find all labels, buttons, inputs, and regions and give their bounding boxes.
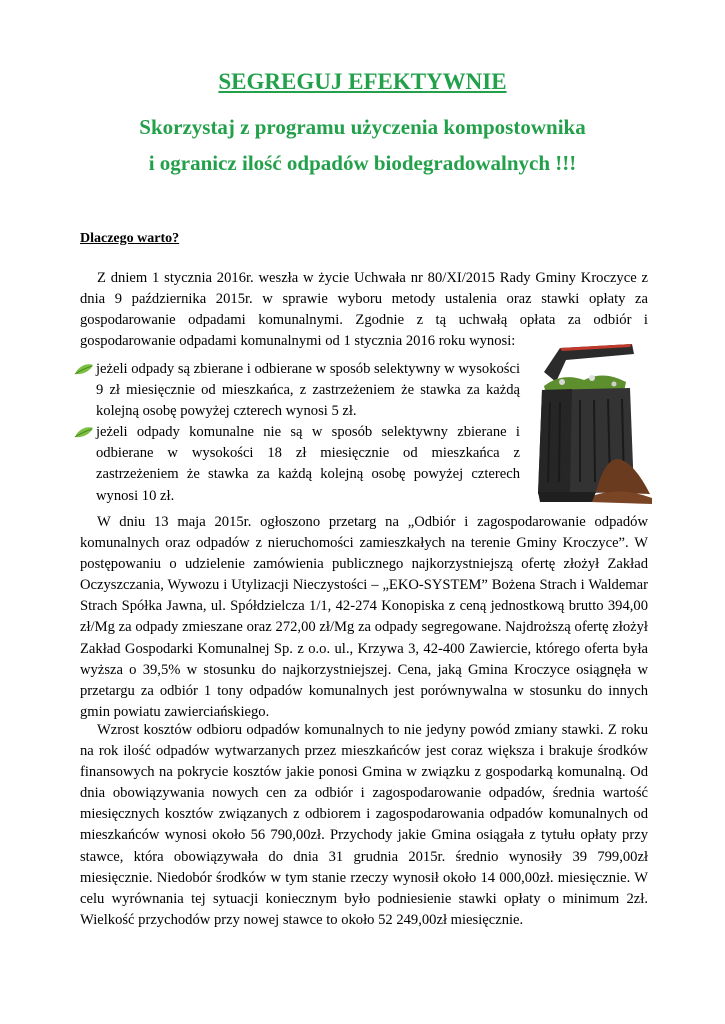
composter-image	[522, 342, 652, 512]
rate-list	[96, 359, 520, 507]
subtitle-line-2: i ogranicz ilość odpadów biodegradowalnych !!!	[148, 151, 577, 175]
list-item	[96, 359, 520, 422]
leaf-icon	[74, 363, 94, 375]
list-item-text: jeżeli odpady są zbierane i odbierane w sposób selektywny w wysokości 9 zł miesięcznie od mieszkańca, z zastrzeżeniem że stawka za każdą kolejną osobę powyżej czterech wynosi 5 zł.	[96, 361, 520, 420]
subtitle-line-1: Skorzystaj z programu użyczenia kompostownika	[139, 115, 586, 139]
section-heading: Dlaczego warto?	[80, 231, 180, 246]
paragraph-tender: W dniu 13 maja 2015r. ogłoszono przetarg na „Odbiór i zagospodarowanie odpadów komunalnych oraz odpadów z nieruchomości zamieszkałych na terenie Gminy Kroczyce”. W postępowaniu o udzielenie zamówienia publicznego najkorzystniejszą ofertę złożył Zakład Oczyszczania, Wywozu i Utylizacji Nieczystości – „EKO-SYSTEM” Bożena Strach i Waldemar Strach Spółka Jawna, ul. Spółdzielcza 1/1, 42-274 Konopiska z ceną jednostkową brutto 394,00 zł/Mg za odpady zmieszane oraz 272,00 zł/Mg za odpady segregowane. Najdroższą ofertę złożył Zakład Gospodarki Komunalnej Sp. z o.o. ul., Krzywa 3, 42-400 Zawiercie, którego oferta była wyższa o 39,5% w stosunku do najkorzystniejszej. Cena, jaką Gmina Kroczyce osiągnęła w przetargu za odbiór 1 tony odpadów komunalnych jest porównywalna w stosunku do innych gmin powiatu zawierciańskiego.	[80, 514, 648, 720]
list-item-text: jeżeli odpady komunalne nie są w sposób selektywny zbierane i odbierane w wysokości 18 zł miesięcznie od mieszkańca z zastrzeżeniem że stawka za każdą kolejną osobę powyżej czterech wynosi 10 zł.	[96, 424, 520, 504]
paragraph-costs: Wzrost kosztów odbioru odpadów komunalnych to nie jedyny powód zmiany stawki. Z roku na rok ilość odpadów wytwarzanych przez mieszkańców jest coraz większa i brakuje środków finansowych na pokrycie kosztów jakie ponosi Gmina w związku z gospodarką komunalną. Od dnia obowiązywania nowych cen za odbiór i zagospodarowanie odpadów, średnia wartość miesięcznych kosztów związanych z odbiorem i zagospodarowania odpadów komunalnych od mieszkańców wynosi około 56 790,00zł. Przychody jakie Gmina osiągała z tytułu opłaty przy stawce, która obowiązywała do dnia 31 grudnia 2015r. średnio wynosiły 39 799,00zł miesięcznie. Niedobór środków w tym stanie rzeczy wynosił około 14 000,00zł. miesięcznie. W celu wyrównania tej sytuacji koniecznym było podniesienie stawki opłaty o minimum 2zł. Wielkość przychodów przy nowej stawce to około 52 249,00zł miesięcznie.	[80, 722, 648, 928]
document-title: SEGREGUJ EFEKTYWNIE	[218, 69, 507, 94]
leaf-icon	[74, 426, 94, 438]
paragraph-intro: Z dniem 1 stycznia 2016r. weszła w życie Uchwała nr 80/XI/2015 Rady Gminy Kroczyce z dnia 9 października 2015r. w sprawie wyboru metody ustalenia oraz stawki opłaty za gospodarowanie odpadami komunalnymi. Zgodnie z tą uchwałą opłata za odbiór i gospodarowanie odpadami komunalnymi od 1 stycznia 2016 roku wynosi:	[80, 270, 648, 350]
list-item	[96, 422, 520, 506]
